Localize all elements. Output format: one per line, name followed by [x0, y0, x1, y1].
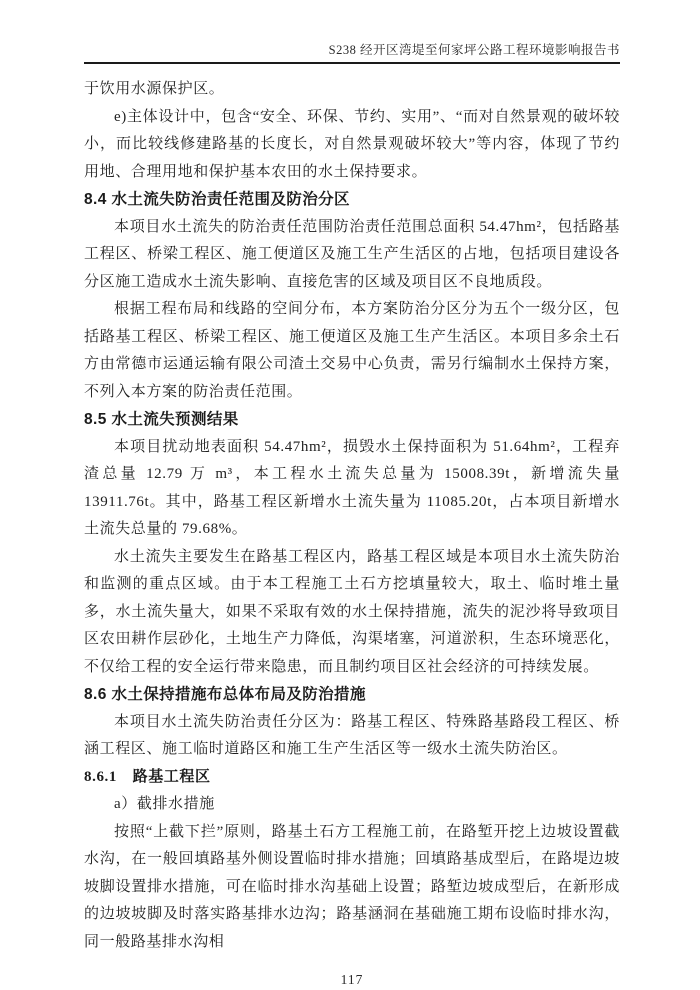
paragraph-8-5-prediction-results: 本项目扰动地表面积 54.47hm²，损毁水土保持面积为 51.64hm²，工程弃渣总量 12.79 万 m³，本工程水土流失总量为 15008.39t，新增流失量 13911.76t。其中，路基工程区新增水土流失量为 11085.20t，占本项目新增水土流失总量的 79.68%。 — [84, 438, 620, 537]
section-heading-8-4: 8.4 水土流失防治责任范围及防治分区 — [84, 191, 350, 208]
paragraph-water-source-continuation: 于饮用水源保护区。 — [84, 81, 225, 97]
paragraph-8-6-prevention-zones: 本项目水土流失防治责任分区为：路基工程区、特殊路基路段工程区、桥涵工程区、施工临时道路区和施工生产生活区等一级水土流失防治区。 — [84, 713, 620, 757]
paragraph-main-design-e: e)主体设计中，包含“安全、环保、节约、实用”、“而对自然景观的破坏较小，而比较线修建路基的长度长，对自然景观破坏较大”等内容，体现了节约用地、合理用地和保护基本农田的水土保持要求。 — [84, 108, 620, 180]
section-heading-8-5: 8.5 水土流失预测结果 — [84, 411, 239, 428]
section-heading-8-6: 8.6 水土保持措施布总体布局及防治措施 — [84, 686, 366, 703]
page-number: 117 — [340, 972, 364, 987]
subsection-heading-8-6-1: 8.6.1 路基工程区 — [84, 768, 211, 785]
document-body — [84, 76, 620, 956]
running-header-title: S238 经开区湾堤至何家坪公路工程环境影响报告书 — [328, 43, 620, 57]
paragraph-8-4-responsibility-scope: 本项目水土流失的防治责任范围防治责任范围总面积 54.47hm²，包括路基工程区、桥梁工程区、施工便道区及施工生产生活区的占地，包括项目建设各分区施工造成水土流失影响、直接危害的区域及项目区不良地质段。 — [84, 218, 620, 290]
paragraph-8-5-erosion-impact: 水土流失主要发生在路基工程区内，路基工程区域是本项目水土流失防治和监测的重点区域。由于本工程施工土石方挖填量较大，取土、临时堆土量多，水土流失量大，如果不采取有效的水土保持措施，流失的泥沙将导致项目区农田耕作层砂化，土地生产力降低，沟渠堵塞，河道淤积，生态环境恶化，不仅给工程的安全运行带来隐患，而且制约项目区社会经济的可持续发展。 — [84, 548, 620, 675]
paragraph-8-4-prevention-zones: 根据工程布局和线路的空间分布，本方案防治分区分为五个一级分区，包括路基工程区、桥梁工程区、施工便道区及施工生产生活区。本项目多余土石方由常德市运通运输有限公司渣土交易中心负责，需另行编制水土保持方案，不列入本方案的防治责任范围。 — [84, 301, 620, 400]
header-rule — [84, 62, 620, 64]
list-item-a-drainage-measures: a）截排水措施 — [114, 796, 215, 812]
paragraph-8-6-1-drainage-text: 按照“上截下拦”原则，路基土石方工程施工前，在路堑开挖上边坡设置截水沟，在一般回填路基外侧设置临时排水措施；回填路基成型后，在路堤边坡坡脚设置排水措施，可在临时排水沟基础上设置；路堑边坡成型后，在新形成的边坡坡脚及时落实路基排水边沟；路基涵洞在基础施工期布设临时排水沟，同一般路基排水沟相 — [84, 823, 620, 950]
